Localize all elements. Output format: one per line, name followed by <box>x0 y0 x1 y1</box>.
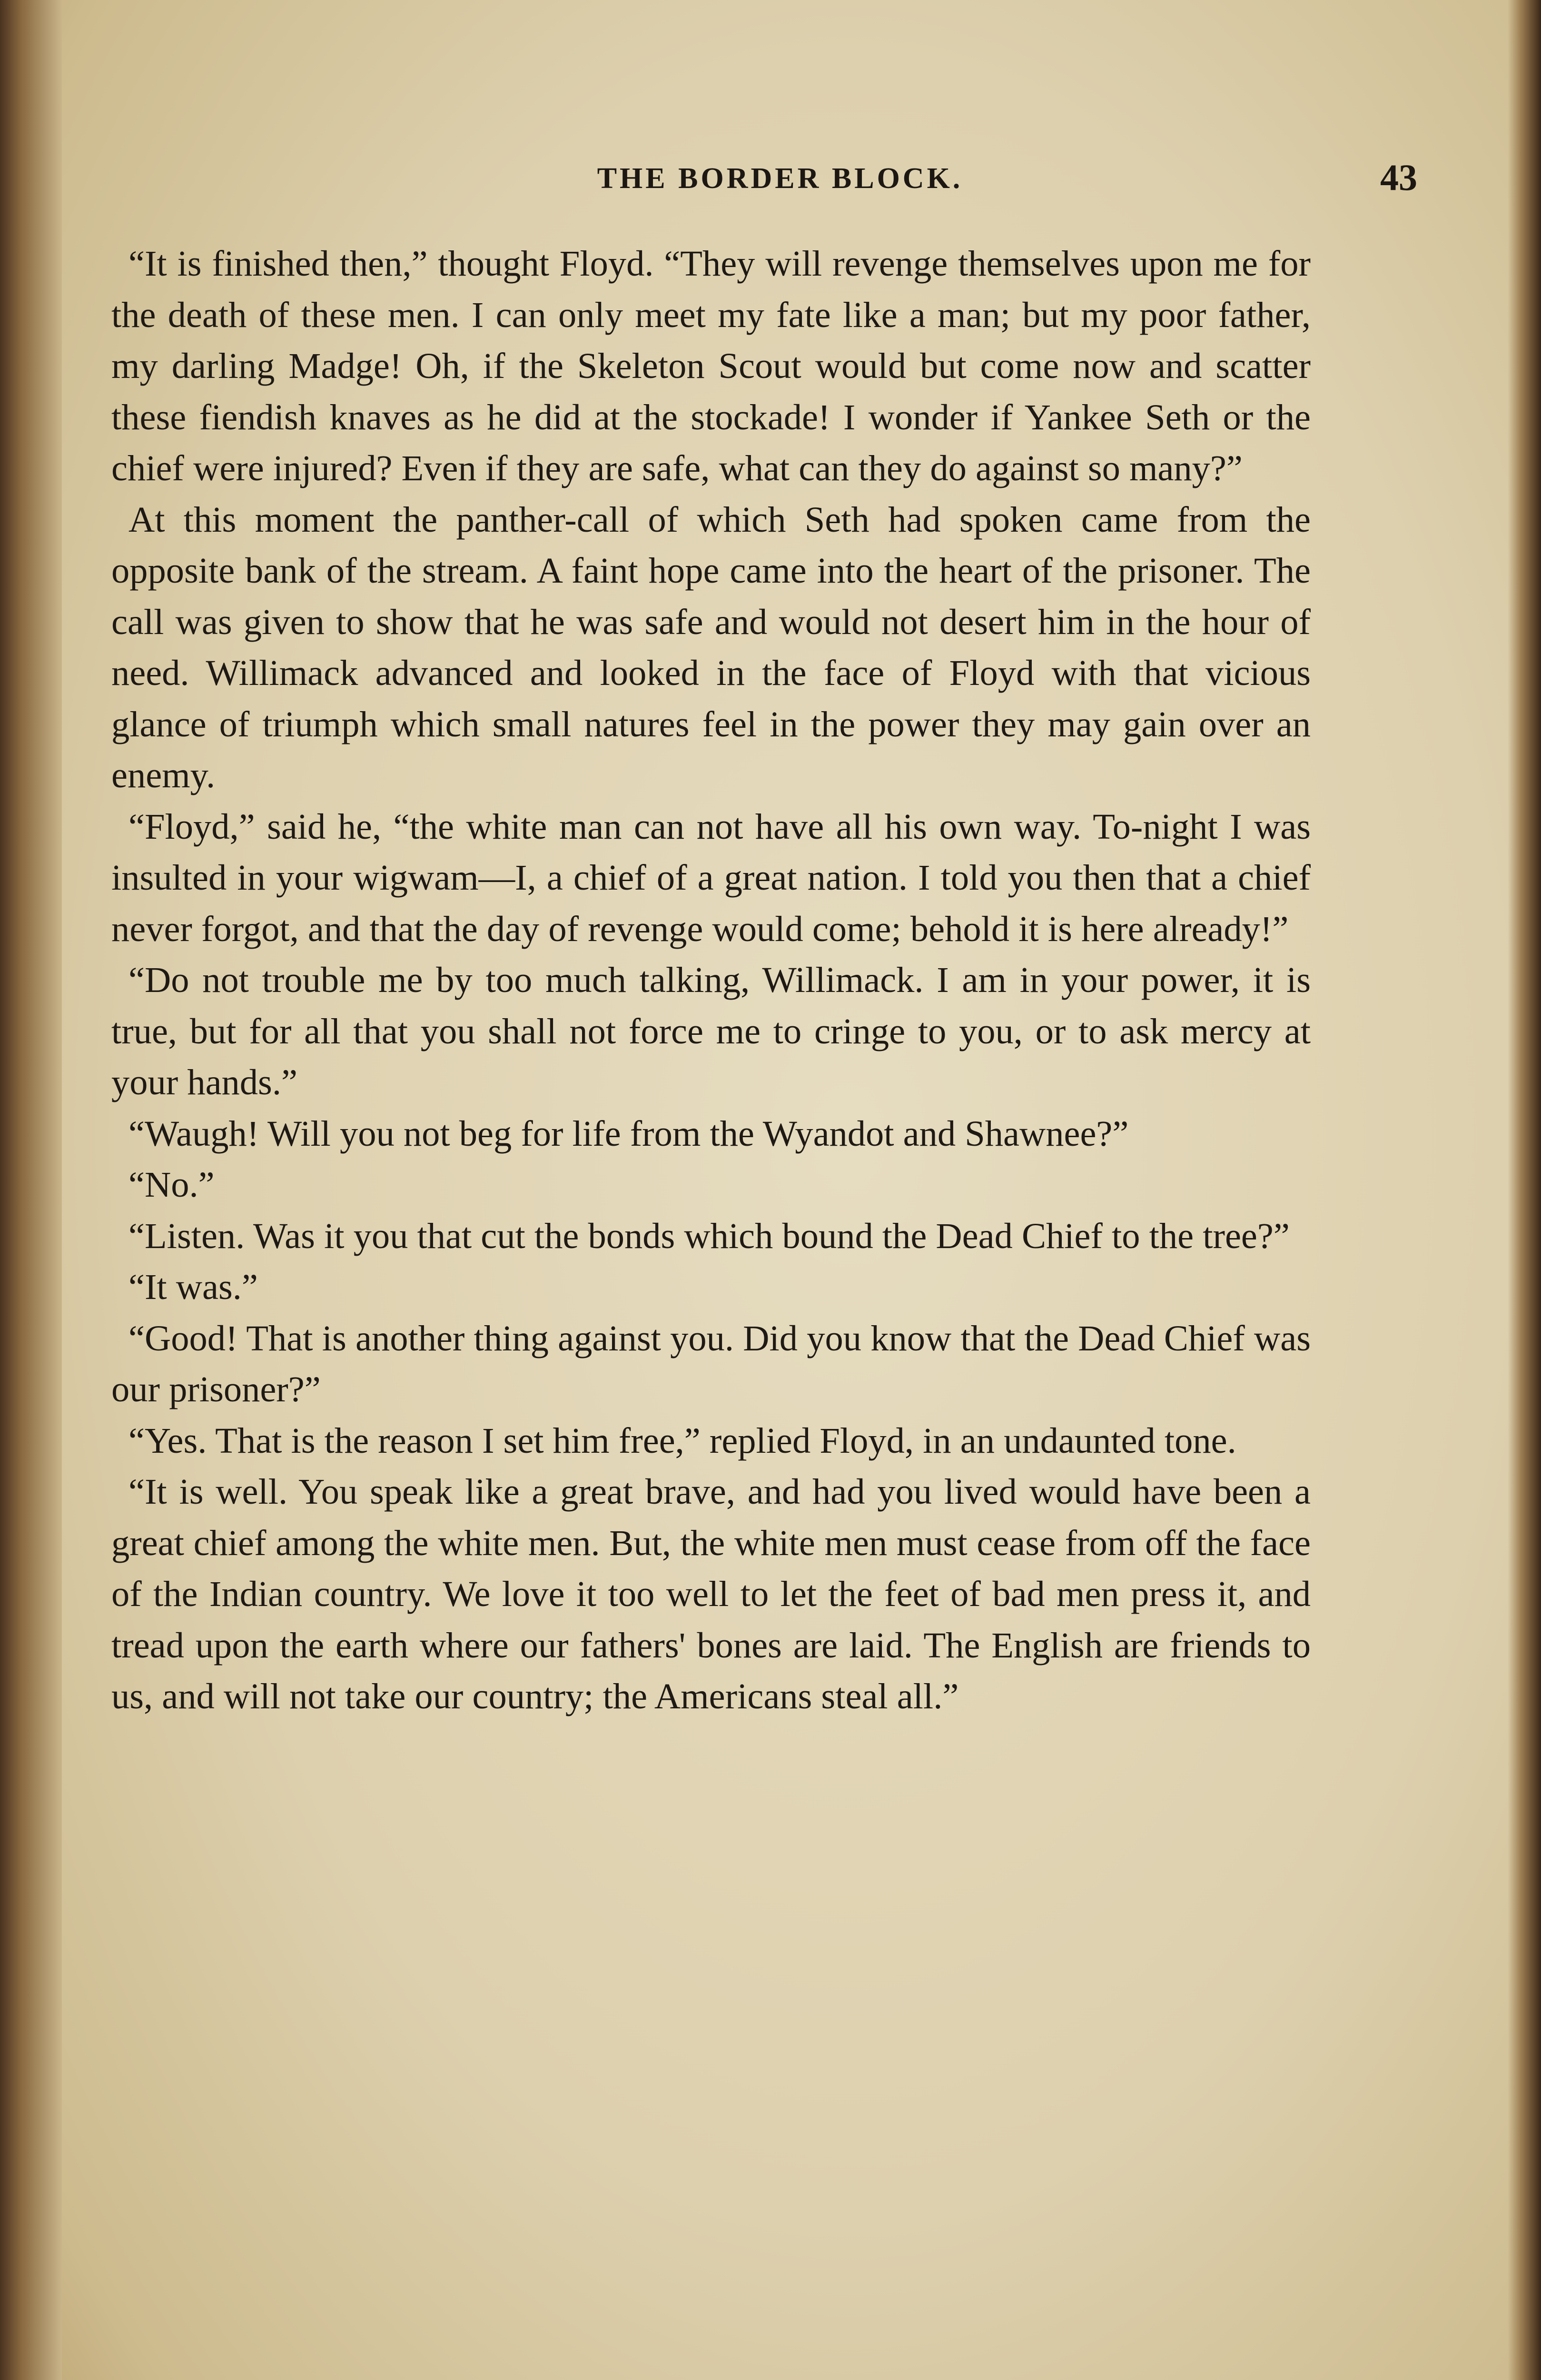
paragraph: “Do not trouble me by too much talking, Willimack. I am in your power, it is true, but for all that you shall not force me to cringe to you, or to ask mercy at your hands.” <box>111 960 1311 1102</box>
paragraph: “It is well. You speak like a great brave, and had you lived would have been a great chief among the white men. But, the white men must cease from off the face of the Indian country. We love it too well to let the feet of bad men press it, and tread upon the earth where our fathers' bones are laid. The English are friends to us, and will not take our country; the Americans steal all.” <box>111 1471 1311 1716</box>
page-number: 43 <box>1380 157 1417 198</box>
page-edge-shadow <box>1508 0 1541 2380</box>
page-gutter-shadow <box>0 0 62 2380</box>
paragraph: “Listen. Was it you that cut the bonds which bound the Dead Chief to the tree?” <box>128 1215 1290 1256</box>
paragraph: “It was.” <box>128 1267 258 1307</box>
paragraph: At this moment the panther-call of which Seth had spoken came from the opposite bank of the stream. A faint hope came into the heart of the prisoner. The call was given to show that he was safe and would not desert him in the hour of need. Willimack advanced and looked in the face of Floyd with that vicious glance of triumph which small natures feel in the power they may gain over an enemy. <box>111 499 1311 795</box>
running-head-title: THE BORDER BLOCK. <box>597 162 963 195</box>
body-text <box>111 238 1311 1722</box>
paragraph: “It is finished then,” thought Floyd. “They will revenge themselves upon me for the death of these men. I can only meet my fate like a man; but my poor father, my darling Madge! Oh, if the Skeleton Scout would but come now and scatter these fiendish knaves as he did at the stockade! I wonder if Yankee Seth or the chief were injured? Even if they are safe, what can they do against so many?” <box>111 243 1311 488</box>
paragraph: “Yes. That is the reason I set him free,” replied Floyd, in an undaunted tone. <box>128 1420 1236 1461</box>
paragraph: “Floyd,” said he, “the white man can not have all his own way. To-night I was insulted in your wigwam—I, a chief of a great nation. I told you then that a chief never forgot, and that the day of revenge would come; behold it is here already!” <box>111 806 1311 949</box>
paragraph: “Good! That is another thing against you. Did you know that the Dead Chief was our prisoner?” <box>111 1318 1311 1409</box>
running-head <box>114 143 1446 198</box>
paragraph: “No.” <box>128 1164 215 1205</box>
paragraph: “Waugh! Will you not beg for life from the Wyandot and Shawnee?” <box>128 1113 1129 1154</box>
